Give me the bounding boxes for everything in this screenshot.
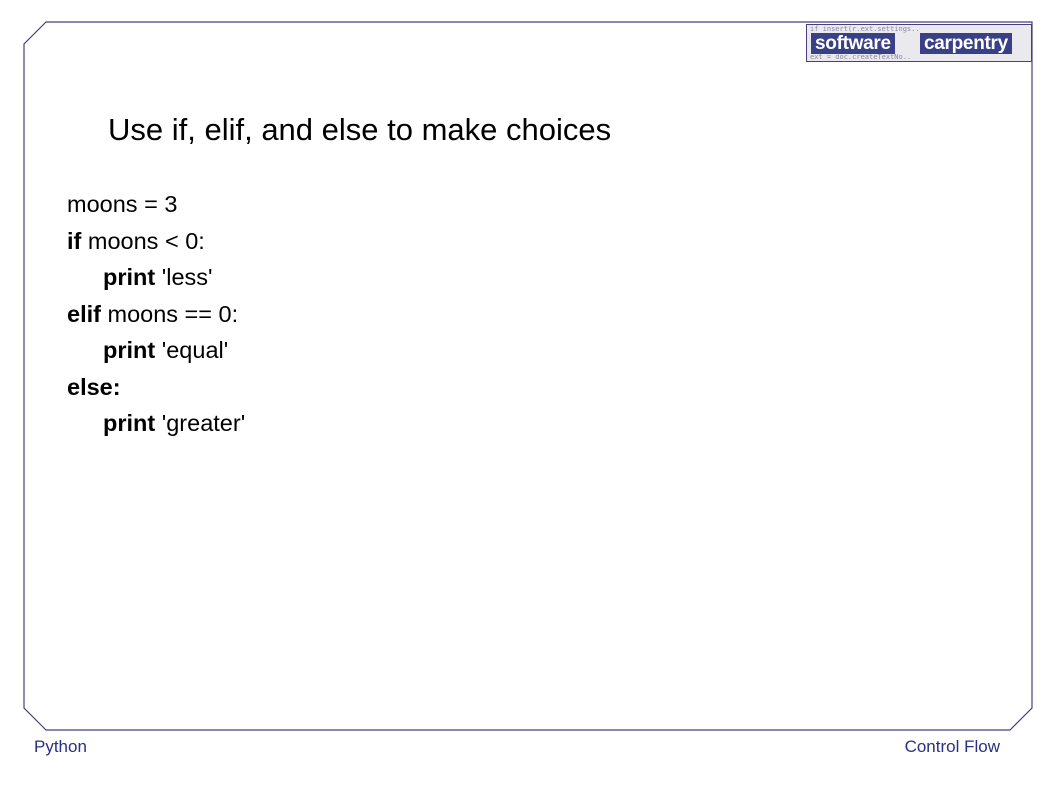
logo-word-software: software	[811, 33, 895, 54]
code-keyword: elif	[67, 300, 101, 327]
code-line	[67, 332, 245, 369]
code-text: 'equal'	[155, 337, 229, 363]
footer-topic-name: Control Flow	[904, 737, 1000, 756]
slide-title: Use if, elif, and else to make choices	[108, 112, 612, 147]
logo-code-line-2: ext = doc.createTextNo..	[810, 53, 912, 61]
code-line	[67, 223, 245, 260]
code-line	[67, 259, 245, 296]
code-text: moons == 0:	[100, 300, 239, 327]
software-carpentry-logo	[806, 24, 1032, 62]
code-keyword: else:	[67, 373, 121, 400]
code-line	[67, 186, 245, 223]
code-keyword: print	[103, 337, 156, 363]
code-line	[67, 369, 245, 406]
code-text: 'greater'	[155, 410, 246, 436]
logo-code-line-1: if insert(r.ext.settings..	[810, 25, 920, 33]
code-block	[67, 186, 245, 442]
code-text: moons < 0:	[81, 227, 205, 254]
code-keyword: print	[103, 410, 156, 436]
logo-word-carpentry: carpentry	[920, 33, 1012, 54]
code-text: 'less'	[155, 264, 213, 290]
code-line	[67, 296, 245, 333]
code-line	[67, 405, 245, 442]
code-keyword: if	[67, 227, 82, 254]
footer-course-name: Python	[34, 737, 87, 756]
code-keyword: print	[103, 264, 156, 290]
code-text: moons = 3	[67, 191, 178, 217]
